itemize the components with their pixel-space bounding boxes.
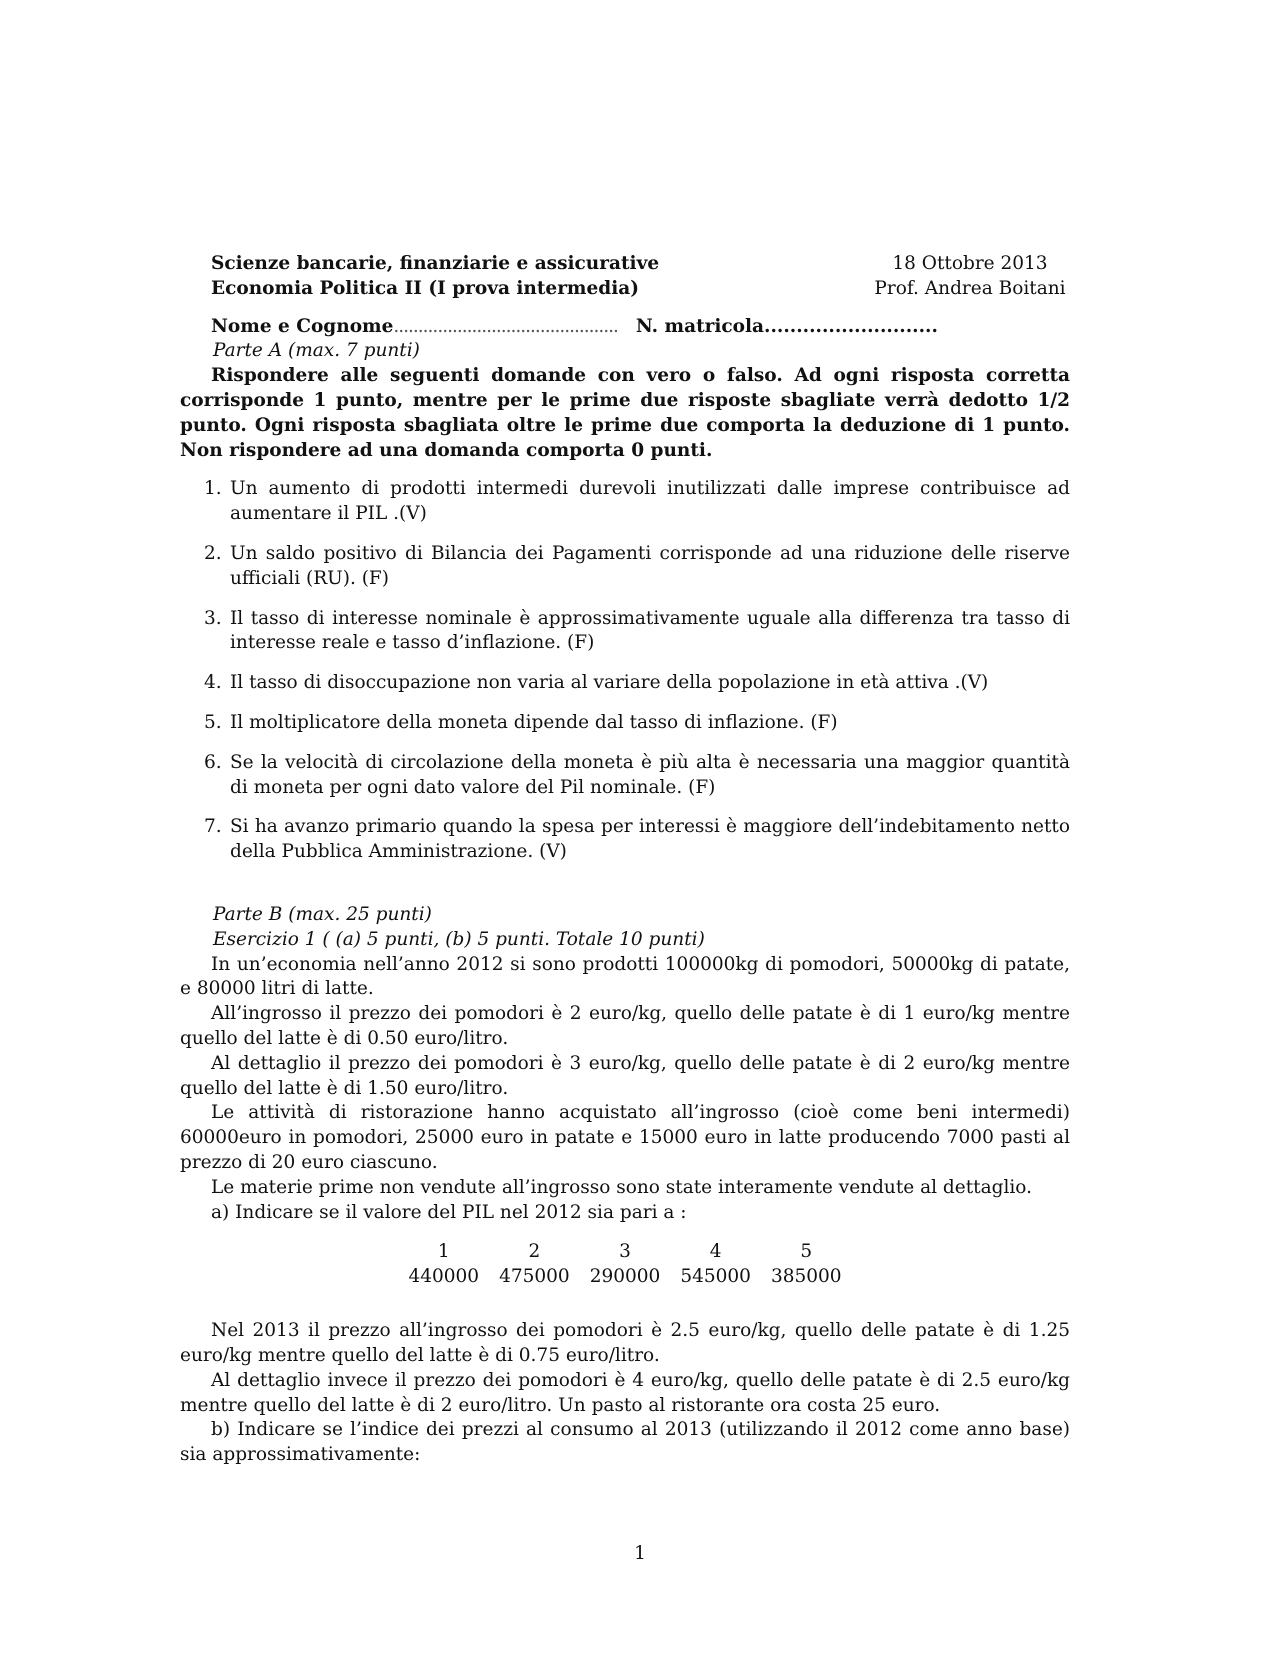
exercise-title: Esercizio 1 ( (a) 5 punti, (b) 5 punti. Totale 10 punti) [213,928,705,950]
question-text: Un saldo positivo di Bilancia dei Pagamenti corrisponde ad una riduzione delle riserve ufficiali (RU). (F) [230,542,1070,589]
list-item [180,815,1070,865]
question-number: 7. [204,816,222,838]
question-number: 6. [204,751,222,773]
list-item [180,711,1070,736]
identity-line [180,315,1070,340]
course-title: Scienze bancarie, finanziarie e assicurative [211,253,660,274]
question-a: a) Indicare se il valore del PIL nel 2012 sia pari a : [211,1201,687,1223]
list-item [180,751,1070,801]
exercise-paragraph: All’ingrosso il prezzo dei pomodori è 2 euro/kg, quello delle patate è di 1 euro/kg mentre quello del latte è di 0.50 euro/litro. [180,1003,1070,1049]
part-b [180,903,1070,1468]
exercise-paragraph: Le materie prime non vendute all’ingrosso sono state interamente vendute al dettaglio. [211,1176,1032,1198]
exercise-paragraph: Le attività di ristorazione hanno acquistato all’ingrosso (cioè come beni intermedi) 60000euro in pomodori, 25000 euro in patate e 15000 euro in latte producendo 7000 pasti al prezzo di 20 euro ciascuno. [180,1102,1070,1173]
option-number: 2 [528,1241,541,1263]
question-list [180,477,1070,865]
option-number: 5 [800,1241,813,1263]
header-row-2 [180,277,1070,302]
exercise-paragraph: Nel 2013 il prezzo all’ingrosso dei pomodori è 2.5 euro/kg, quello delle patate è di 1.25 euro/kg mentre quello del latte è di 0.75 euro/litro. [180,1320,1070,1367]
part-a-instructions: Rispondere alle seguenti domande con vero o falso. Ad ogni risposta corretta corrisponde 1 punto, mentre per le prime due risposte sbagliate verrà dedotto 1/2 punto. Ogni risposta sbagliata oltre le prime due comporta la deduzione di 1 punto. Non rispondere ad una domanda comporta 0 punti. [180,365,1070,461]
question-text: Si ha avanzo primario quando la spesa per interessi è maggiore dell’indebitamento netto della Pubblica Amministrazione. (V) [230,816,1070,863]
professor-name: Prof. Andrea Boitani [874,277,1066,299]
question-number: 3. [204,607,222,629]
question-number: 2. [204,542,222,564]
list-item [180,477,1070,527]
name-label: Nome e Cognome [211,315,394,337]
option-values-row [398,1264,851,1289]
option-number: 3 [619,1241,631,1263]
question-b: b) Indicare se l’indice dei prezzi al consumo al 2013 (utilizzando il 2012 come anno base) sia approssimativamente: [180,1419,1070,1466]
page-number: 1 [634,1543,646,1564]
matricola-field[interactable]: N. matricola........................... [635,315,938,337]
option-value: 385000 [770,1266,842,1288]
part-b-title: Parte B (max. 25 punti) [213,903,432,925]
option-numbers-row [398,1239,851,1264]
exercise-paragraph: In un’economia nell’anno 2012 si sono prodotti 100000kg di pomodori, 50000kg di patate, e 80000 litri di latte. [180,953,1070,1000]
exam-title: Economia Politica II (I prova intermedia) [211,277,639,299]
option-value: 475000 [499,1266,570,1288]
exam-page [180,252,1070,1468]
question-number: 1. [204,478,222,500]
part-a-title: Parte A (max. 7 punti) [213,340,420,362]
exercise-paragraph: Al dettaglio invece il prezzo dei pomodori è 4 euro/kg, quello delle patate è di 2.5 euro/kg mentre quello del latte è di 2 euro/litro. Un pasto al ristorante ora costa 25 euro. [180,1369,1070,1416]
option-value: 440000 [408,1266,480,1288]
name-field[interactable]: .............................................. [393,315,618,337]
question-text: Il tasso di interesse nominale è approssimativamente uguale alla differenza tra tasso di interesse reale e tasso d’inflazione. (F) [230,607,1070,654]
question-number: 5. [204,711,222,733]
exam-date: 18 Ottobre 2013 [892,253,1048,274]
header-row-1 [180,252,1070,277]
option-value: 545000 [680,1266,751,1288]
option-number: 4 [709,1241,722,1263]
question-number: 4. [204,672,222,694]
question-text: Il moltiplicatore della moneta dipende dal tasso di inflazione. (F) [230,711,838,733]
option-value: 290000 [589,1266,661,1288]
question-text: Se la velocità di circolazione della moneta è più alta è necessaria una maggior quantità di moneta per ogni dato valore del Pil nominale. (F) [230,751,1070,798]
option-number: 1 [437,1241,450,1263]
list-item [180,671,1070,696]
list-item [180,542,1070,592]
exercise-paragraph: Al dettaglio il prezzo dei pomodori è 3 euro/kg, quello delle patate è di 2 euro/kg mentre quello del latte è di 1.50 euro/litro. [180,1052,1070,1099]
answer-options-table [398,1239,851,1289]
question-text: Il tasso di disoccupazione non varia al variare della popolazione in età attiva .(V) [230,672,989,694]
question-text: Un aumento di prodotti intermedi durevoli inutilizzati dalle imprese contribuisce ad aumentare il PIL .(V) [230,478,1070,525]
list-item [180,607,1070,657]
